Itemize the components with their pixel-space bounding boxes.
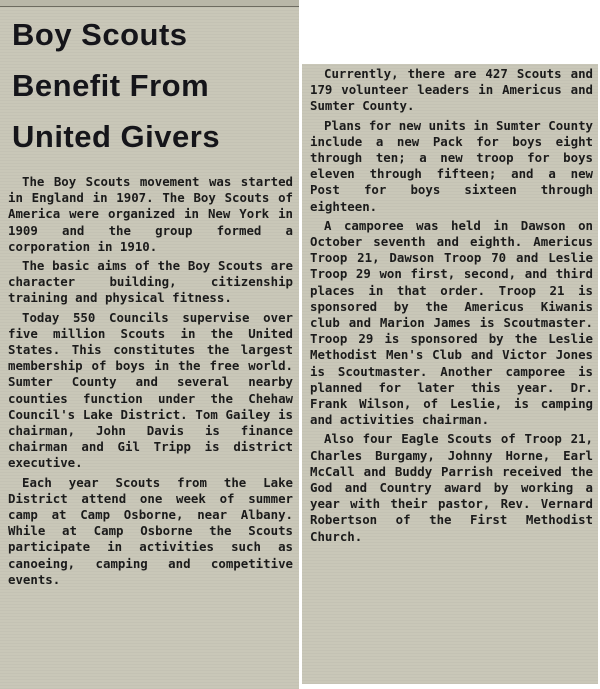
article-clip-right <box>302 64 598 684</box>
headline <box>12 9 293 162</box>
paragraph-eagle-scouts: Also four Eagle Scouts of Troop 21, Charles Burgamy, Johnny Horne, Earl McCall and Buddy Parrish received the God and Country award by working a year with their pastor, Rev. Vernard Robertson of the First Methodist Church. <box>310 431 593 544</box>
paragraph-history: The Boy Scouts movement was started in England in 1907. The Boy Scouts of America were organized in New York in 1909 and the group formed a corporation in 1910. <box>8 174 293 254</box>
paragraph-councils: Today 550 Councils supervise over five million Scouts in the United States. This constitutes the largest membership of boys in the free world. Sumter County and several nearby counties function under the Chehaw Council's Lake District. Tom Gailey is chairman, John Davis is finance chairman and Gil Tripp is district executive. <box>8 309 293 471</box>
paragraph-camporee: A camporee was held in Dawson on October seventh and eighth. Americus Troop 21, Dawson Troop 70 and Leslie Troop 29 won first, second, and third places in that order. Troop 21 is sponsored by the Americus Kiwanis club and Marion James is Scoutmaster. Troop 29 is sponsored by the Leslie Methodist Men's Club and Victor Jones is Scoutmaster. Another camporee is planned for later this year. Dr. Frank Wilson, of Leslie, is camping and activities chairman. <box>310 217 593 428</box>
headline-line-2: Benefit From <box>12 68 210 103</box>
paragraph-aims: The basic aims of the Boy Scouts are character building, citizenship training and physical fitness. <box>8 258 293 306</box>
article-clip-left <box>0 0 299 689</box>
clipping-top-edge <box>0 0 299 7</box>
paragraph-summer-camp: Each year Scouts from the Lake District attend one week of summer camp at Camp Osborne, near Albany. While at Camp Osborne the Scouts participate in activities such as canoeing, camping and competitive events. <box>8 474 293 587</box>
paragraph-membership: Currently, there are 427 Scouts and 179 volunteer leaders in Americus and Sumter County. <box>310 66 593 114</box>
paragraph-new-units: Plans for new units in Sumter County include a new Pack for boys eight through ten; a new troop for boys eleven through fifteen; and a new Post for boys sixteen through eighteen. <box>310 117 593 214</box>
headline-line-1: Boy Scouts <box>12 17 188 52</box>
headline-line-3: United Givers <box>12 119 221 154</box>
